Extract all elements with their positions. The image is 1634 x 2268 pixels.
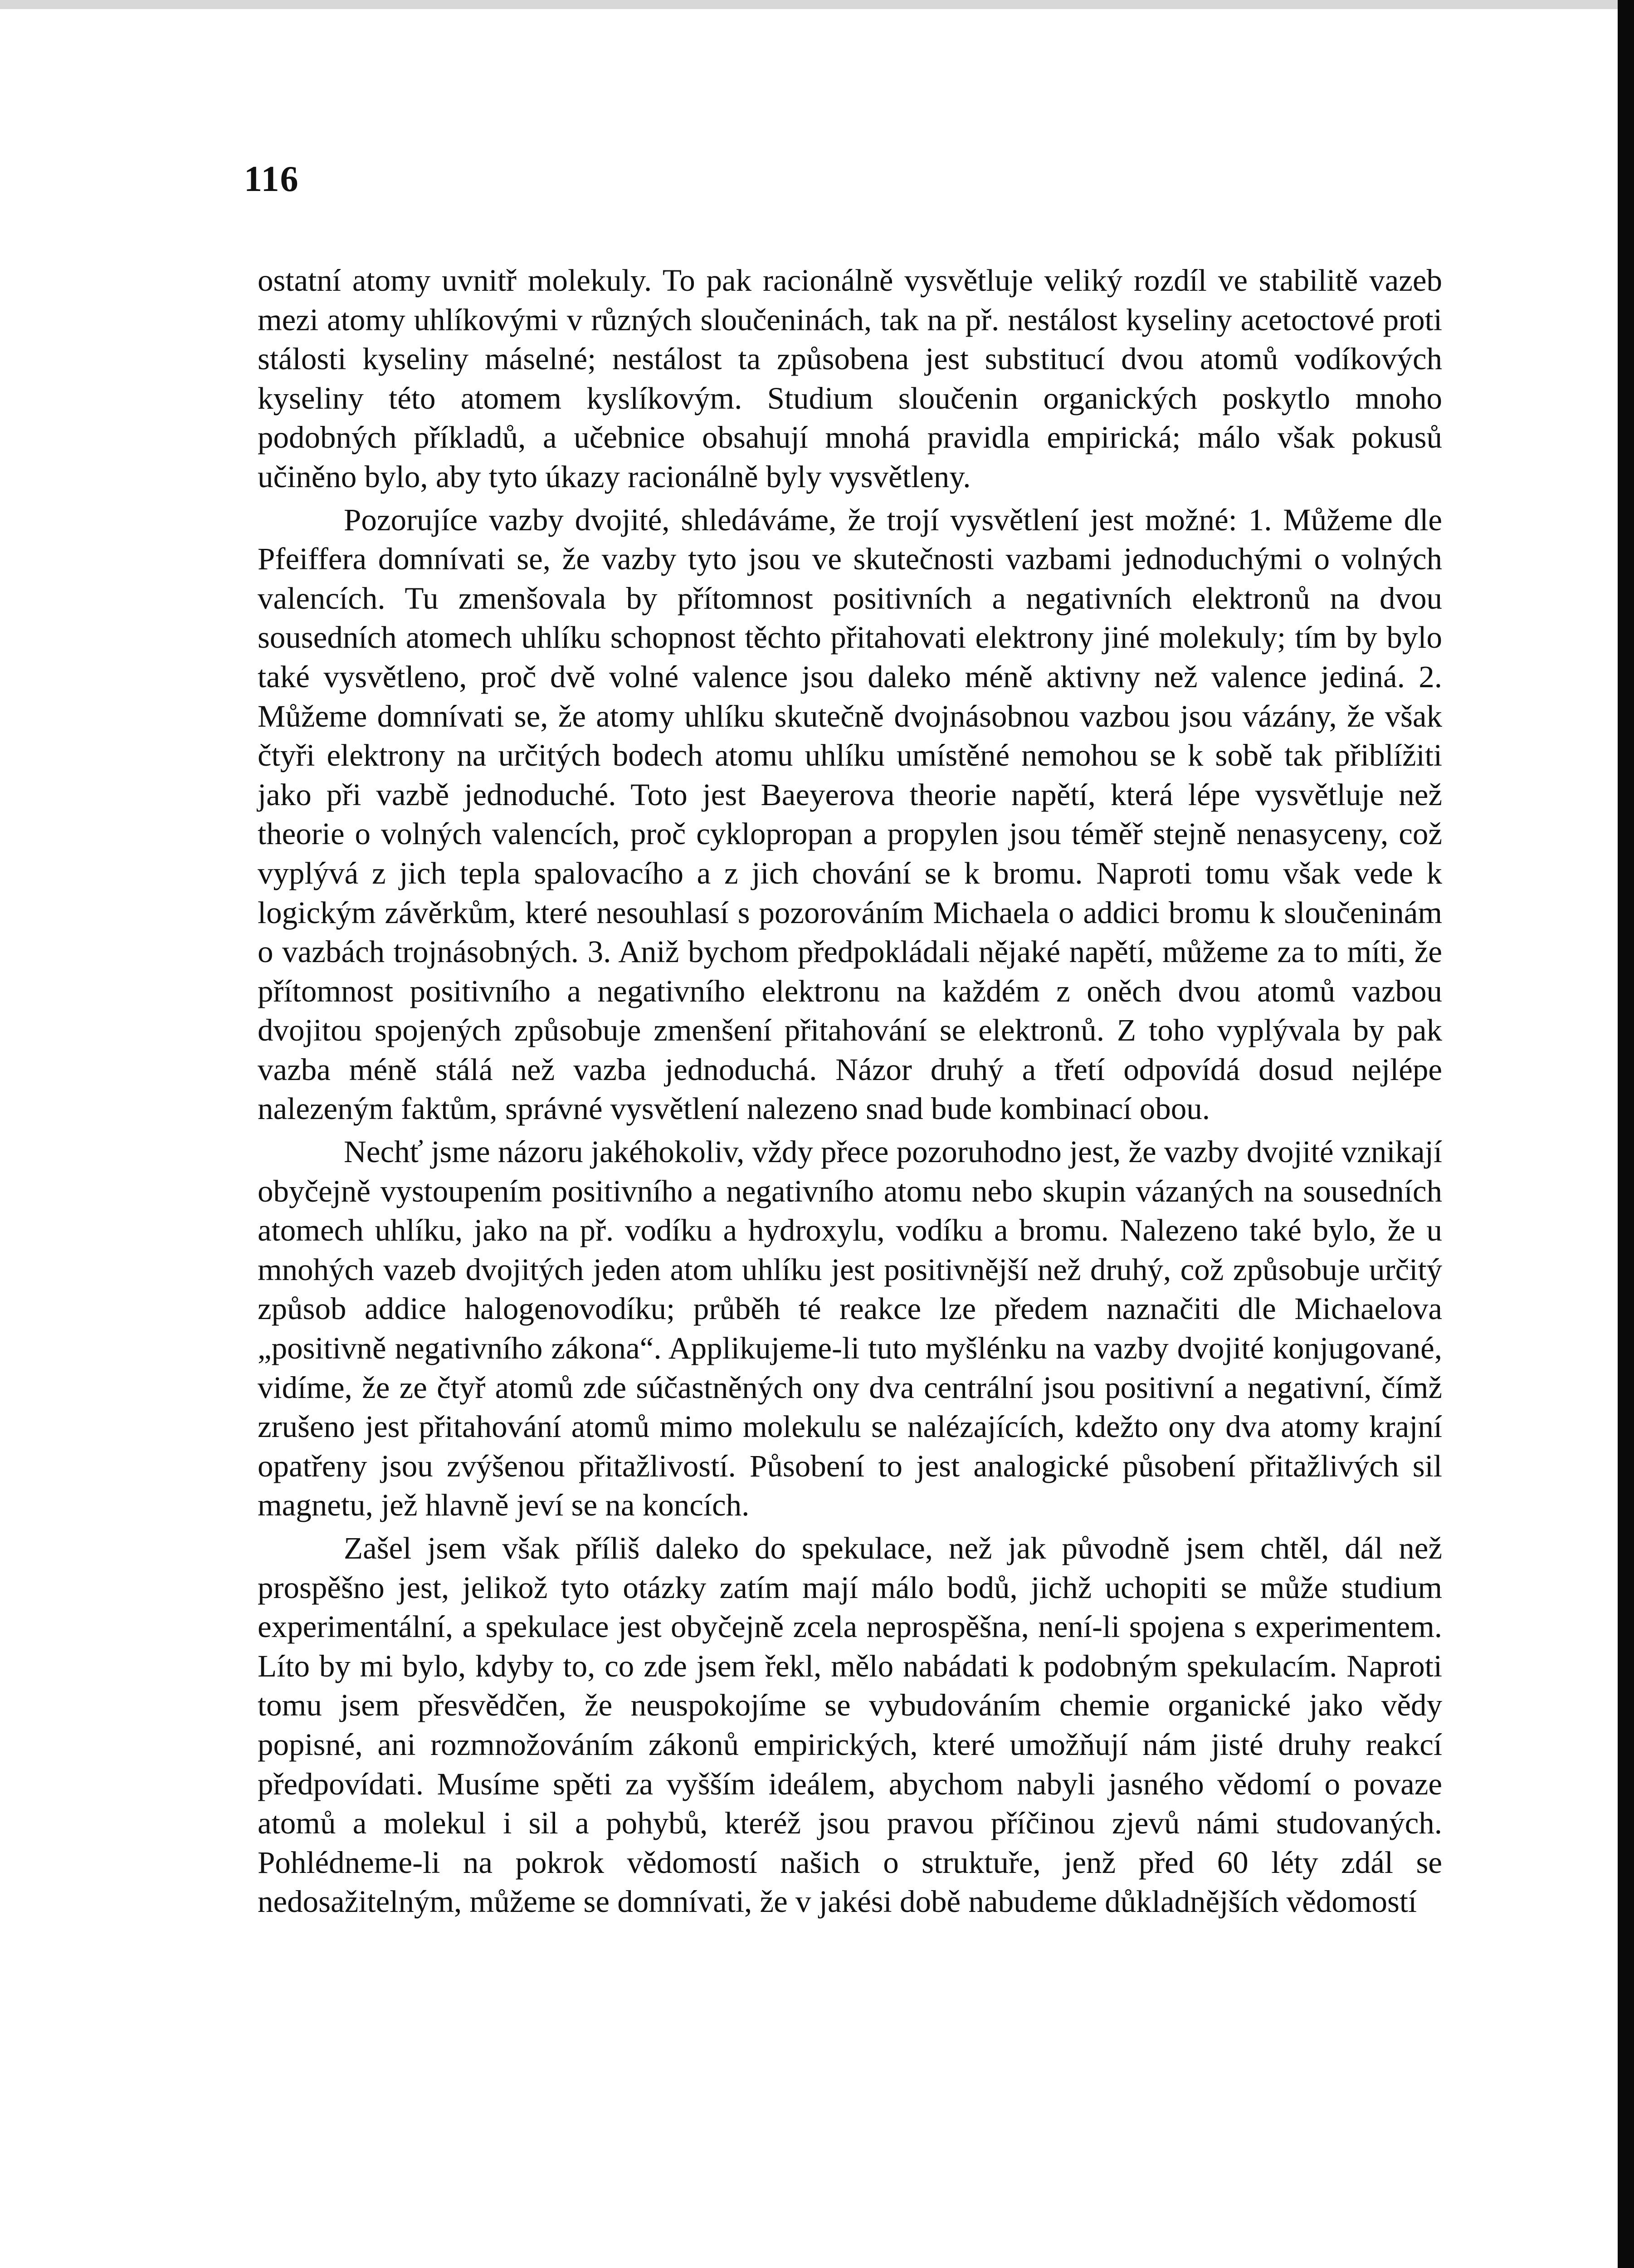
page-number: 116 xyxy=(244,159,299,199)
paragraph-2: Pozorujíce vazby dvojité, shledáváme, že trojí vysvětlení jest možné: 1. Můžeme dle Pfeiffera domnívati se, že vazby tyto jsou ve skutečnosti vazbami jednoduchými o volných valencích. Tu zmenšovala by přítomnost positivních a negativních elektronů na dvou sousedních atomech uhlíku schopnost těchto přitahovati elektrony jiné molekuly; tím by bylo také vysvětleno, proč dvě volné valence jsou daleko méně aktivny než valence jediná. 2. Můžeme domnívati se, že atomy uhlíku skutečně dvojnásobnou vazbou jsou vázány, že však čtyři elektrony na určitých bodech atomu uhlíku umístěné nemohou se k sobě tak přiblížiti jako při vazbě jednoduché. Toto jest Baeyerova theorie napětí, která lépe vysvětluje než theorie o volných valencích, proč cyklopropan a propylen jsou téměř stejně nenasyceny, což vyplývá z jich tepla spalovacího a z jich chování se k bromu. Naproti tomu však vede k logickým závěrkům, které nesouhlasí s pozorováním Michaela o addici bromu k sloučeninám o vazbách trojnásobných. 3. Aniž bychom předpokládali nějaké napětí, můžeme za to míti, že přítomnost positivního a negativního elektronu na každém z oněch dvou atomů vazbou dvojitou spojených způsobuje zmenšení přitahování se elektronů. Z toho vyplývala by pak vazba méně stálá než vazba jednoduchá. Názor druhý a třetí odpovídá dosud nejlépe nalezeným faktům, správné vysvětlení nalezeno snad bude kombinací obou. xyxy=(258,502,1442,1126)
paragraph-3: Nechť jsme názoru jakéhokoliv, vždy přece pozoruhodno jest, že vazby dvojité vznikají obyčejně vystoupením positivního a negativního atomu nebo skupin vázaných na sousedních atomech uhlíku, jako na př. vodíku a hydroxylu, vodíku a bromu. Nalezeno také bylo, že u mnohých vazeb dvojitých jeden atom uhlíku jest positivnější než druhý, což způsobuje určitý způsob addice halogenovodíku; průběh té reakce lze předem naznačiti dle Michaelova „positivně negativního zákona“. Applikujeme-li tuto myšlénku na vazby dvojité konjugované, vidíme, že ze čtyř atomů zde súčastněných ony dva centrální jsou positivní a negativní, čímž zrušeno jest přitahování atomů mimo molekulu se nalézajících, kdežto ony dva atomy krajní opatřeny jsou zvýšenou přitažlivostí. Působení to jest analogické působení přitažlivých sil magnetu, jež hlavně jeví se na koncích. xyxy=(258,1134,1442,1523)
scan-top-edge xyxy=(0,0,1634,9)
page-text xyxy=(258,261,1442,1921)
paragraph-1: ostatní atomy uvnitř molekuly. To pak racionálně vysvětluje veliký rozdíl ve stabilitě vazeb mezi atomy uhlíkovými v různých sloučeninách, tak na př. nestálost kyseliny acetoctové proti stálosti kyseliny máselné; nestálost ta způsobena jest substitucí dvou atomů vodíkových kyseliny této atomem kyslíkovým. Studium sloučenin organických poskytlo mnoho podobných příkladů, a učebnice obsahují mnohá pravidla empirická; málo však pokusů učiněno bylo, aby tyto úkazy racionálně byly vysvětleny. xyxy=(258,263,1442,494)
scan-right-edge xyxy=(1618,0,1634,2268)
paragraph-4: Zašel jsem však příliš daleko do spekulace, než jak původně jsem chtěl, dál než prospěšno jest, jelikož tyto otázky zatím mají málo bodů, jichž uchopiti se může studium experimentální, a spekulace jest obyčejně zcela neprospěšna, není-li spojena s experimentem. Líto by mi bylo, kdyby to, co zde jsem řekl, mělo nabádati k podobným spekulacím. Naproti tomu jsem přesvědčen, že neuspokojíme se vybudováním chemie organické jako vědy popisné, ani rozmnožováním zákonů empirických, které umožňují nám jisté druhy reakcí předpovídati. Musíme spěti za vyšším ideálem, abychom nabyli jasného vědomí o povaze atomů a molekul i sil a pohybů, kteréž jsou pravou příčinou zjevů námi studovaných. Pohlédneme-li na pokrok vědomostí našich o struktuře, jenž před 60 léty zdál se nedosažitelným, můžeme se domnívati, že v jakési době nabudeme důkladnějších vědomostí xyxy=(258,1531,1442,1919)
